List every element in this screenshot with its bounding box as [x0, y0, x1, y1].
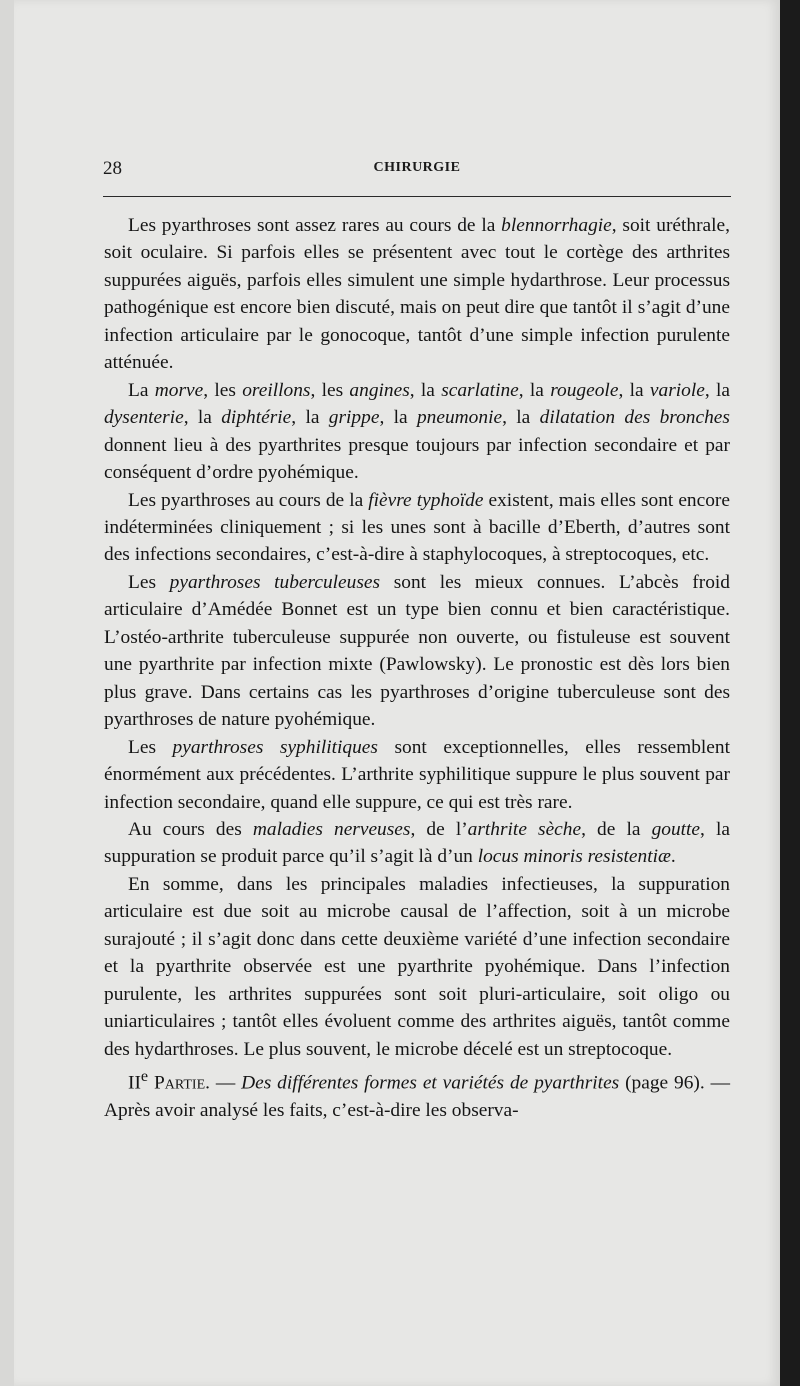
text-run: Les pyarthroses sont assez rares au cours de la — [128, 215, 502, 236]
text-run: , de l’ — [410, 818, 468, 840]
italic-term: arthrite sèche — [467, 818, 582, 840]
text-run: La — [128, 379, 155, 401]
header-rule — [103, 196, 731, 197]
text-run: , la — [502, 407, 540, 429]
text-run: , la — [704, 379, 730, 401]
italic-term: diphtérie — [221, 407, 292, 429]
text-run: donnent lieu à des pyarthrites presque toujours par infection secondaire et par conséquent d’ordre pyohémique. — [104, 434, 730, 484]
text-run: Au cours des — [128, 818, 253, 840]
italic-term: fièvre typhoïde — [368, 489, 484, 511]
text-run: , la — [379, 407, 417, 429]
text-run: . — [670, 846, 676, 868]
text-run: , la — [291, 407, 329, 429]
small-caps-text: Partie. — [148, 1072, 210, 1094]
text-run: Les — [128, 571, 170, 593]
italic-term: maladies nerveuses — [252, 818, 411, 840]
italic-term: rougeole — [550, 379, 619, 401]
paragraph-pyarthroses-syphilitiques — [104, 734, 730, 816]
paragraph-fievre-typhoide — [104, 487, 730, 569]
italic-term: pyarthroses tuberculeuses — [169, 571, 381, 593]
italic-term: angines — [349, 379, 410, 401]
text-run: , soit uréthrale, soit oculaire. Si parfois elles se présentent avec tout le cortège des arthrites suppurées aiguës, parfois elles simulent une simple hydarthrose. Leur processus pathogénique est encore bien discuté, mais on peut dire que tantôt il s’agit d’une infection articulaire par le gonocoque, tantôt d’une simple infection purulente atténuée. — [104, 215, 730, 374]
italic-term: blennorrhagie — [501, 215, 612, 236]
text-run: sont exceptionnelles, elles ressemblent énormément aux précédentes. L’arthrite syphilitique suppure le plus souvent par infection secondaire, quand elle suppure, ce qui est très rare. — [104, 736, 730, 813]
italic-term: dysenterie — [104, 407, 184, 429]
text-run: — — [209, 1072, 242, 1094]
book-spine-shadow — [780, 0, 800, 1386]
text-run: , les — [310, 379, 350, 401]
italic-term: dilatation des bronches — [539, 407, 730, 429]
italic-term: Des différentes formes et variétés de pyarthrites — [241, 1072, 620, 1094]
italic-term: pyarthroses syphilitiques — [172, 736, 378, 758]
paragraph-maladies-infectieuses — [104, 377, 730, 487]
text-run: sont les mieux connues. L’abcès froid articulaire d’Amédée Bonnet est un type bien connu et bien caractéristique. L’ostéo-arthrite tuberculeuse suppurée non ouverte, ou fistuleuse est souvent une pyarthrite par infection mixte (Pawlowsky). Le pronostic est dès lors bien plus grave. Dans certains cas les pyarthroses d’origine tuberculeuse sont des pyarthroses de nature pyohémique. — [104, 571, 730, 731]
text-run: , la suppuration se produit parce qu’il s’agit là d’un — [104, 818, 730, 868]
text-run: , la — [183, 407, 222, 429]
superscript: e — [140, 1068, 149, 1086]
text-run: Les — [128, 736, 173, 758]
italic-term: scarlatine — [441, 379, 519, 401]
text-run: II — [128, 1072, 141, 1094]
scan-left-margin — [0, 0, 14, 1386]
italic-term: grippe — [328, 407, 380, 429]
text-run: , la — [409, 379, 442, 401]
page-header — [103, 158, 731, 182]
body-text — [104, 212, 730, 1124]
italic-term: morve — [154, 379, 204, 401]
text-run: (page 96). — Après avoir analysé les faits, c’est-à-dire les observa- — [104, 1072, 730, 1121]
text-run: , la — [618, 379, 650, 401]
paragraph-blennorrhagie — [104, 212, 730, 377]
paragraph-maladies-nerveuses — [104, 816, 730, 871]
text-run: , les — [203, 379, 243, 401]
italic-term: pneumonie — [416, 407, 503, 429]
text-run: existent, mais elles sont encore indéterminées cliniquement ; si les unes sont à bacille d’Eberth, d’autres sont des infections secondaires, c’est-à-dire à staphylocoques, à streptocoques, etc. — [104, 489, 730, 566]
page-number: 28 — [103, 158, 122, 179]
text-run: En somme, dans les principales maladies infectieuses, la suppuration articulaire est due soit au microbe causal de l’affection, soit à un microbe surajouté ; il s’agit donc dans cette deuxième variété d’une infection secondaire et la pyarthrite observée est une pyarthrite pyohémique. Dans l’infection purulente, les arthrites suppurées sont soit pluri-articulaire, soit oligo ou uniarticulaires ; tantôt elles évoluent comme des arthrites aiguës, tantôt comme des hydarthroses. Le plus souvent, le microbe décelé est un streptocoque. — [104, 873, 730, 1060]
italic-term: locus minoris resistentiæ — [477, 846, 671, 868]
paragraph-pyarthroses-tuberculeuses — [104, 569, 730, 734]
italic-term: goutte — [651, 818, 701, 840]
paragraph-en-somme — [104, 871, 730, 1063]
running-head: CHIRURGIE — [373, 160, 461, 175]
text-run: , de la — [581, 818, 652, 840]
text-run: , la — [518, 379, 551, 401]
text-run: Les pyarthroses au cours de la — [128, 489, 369, 511]
paragraph-deuxieme-partie — [104, 1063, 730, 1124]
italic-term: oreillons — [242, 379, 311, 401]
italic-term: variole — [649, 379, 705, 401]
